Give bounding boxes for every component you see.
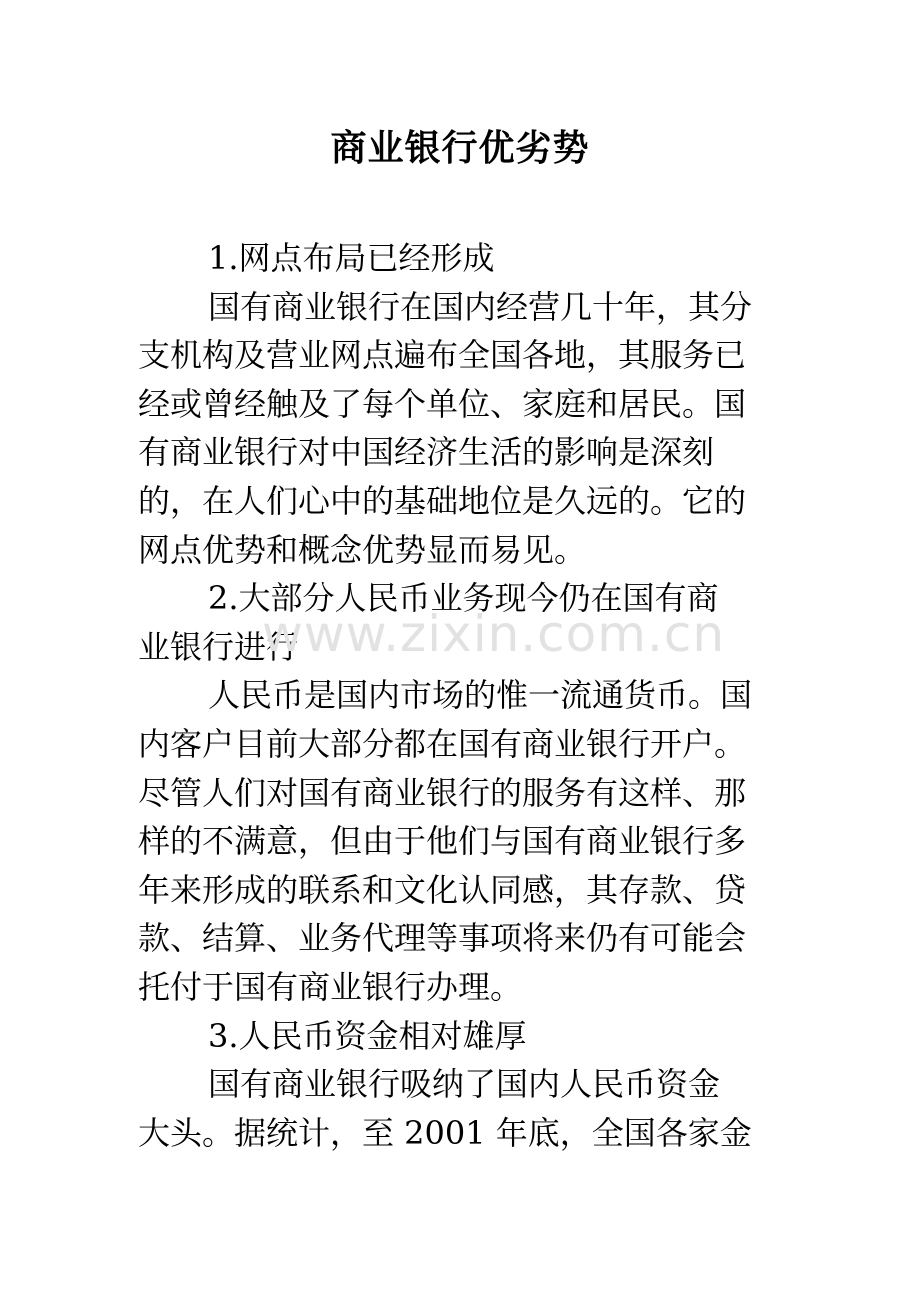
paragraph-line: 网点优势和概念优势显而易见。 [138, 530, 587, 569]
paragraph-line: 款、结算、业务代理等事项将来仍有可能会 [138, 919, 747, 958]
heading-2-continuation: 业银行进行 [138, 627, 299, 666]
paragraph-line: 人民币是国内市场的惟一流通货币。国 [208, 676, 753, 715]
document-body [138, 234, 786, 1157]
paragraph-line: 尽管人们对国有商业银行的服务有这样、那 [138, 773, 747, 812]
paragraph-line: 大头。据统计，至 2001 年底，全国各家金 [138, 1113, 752, 1152]
document-title: 商业银行优劣势 [330, 127, 590, 169]
paragraph-line: 国有商业银行吸纳了国内人民币资金 [208, 1065, 721, 1104]
heading-3-rmb-funds: 3.人民币资金相对雄厚 [208, 1016, 527, 1055]
paragraph-line: 有商业银行对中国经济生活的影响是深刻 [138, 433, 715, 472]
paragraph-line: 托付于国有商业银行办理。 [138, 967, 523, 1006]
heading-2-rmb-business: 2.大部分人民币业务现今仍在国有商 [208, 579, 719, 618]
paragraph-line: 的，在人们心中的基础地位是久远的。它的 [138, 481, 747, 520]
paragraph-line: 经或曾经触及了每个单位、家庭和居民。国 [138, 384, 747, 423]
watermark: www.zixin.com.cn [262, 605, 726, 663]
heading-1-network-layout: 1.网点布局已经形成 [208, 239, 495, 277]
paragraph-line: 样的不满意，但由于他们与国有商业银行多 [138, 822, 747, 861]
paragraph-line: 年来形成的联系和文化认同感，其存款、贷 [138, 870, 747, 909]
paragraph-line: 支机构及营业网点遍布全国各地，其服务已 [138, 336, 747, 375]
paragraph-line: 内客户目前大部分都在国有商业银行开户。 [138, 724, 747, 763]
paragraph-line: 国有商业银行在国内经营几十年，其分 [208, 287, 753, 326]
